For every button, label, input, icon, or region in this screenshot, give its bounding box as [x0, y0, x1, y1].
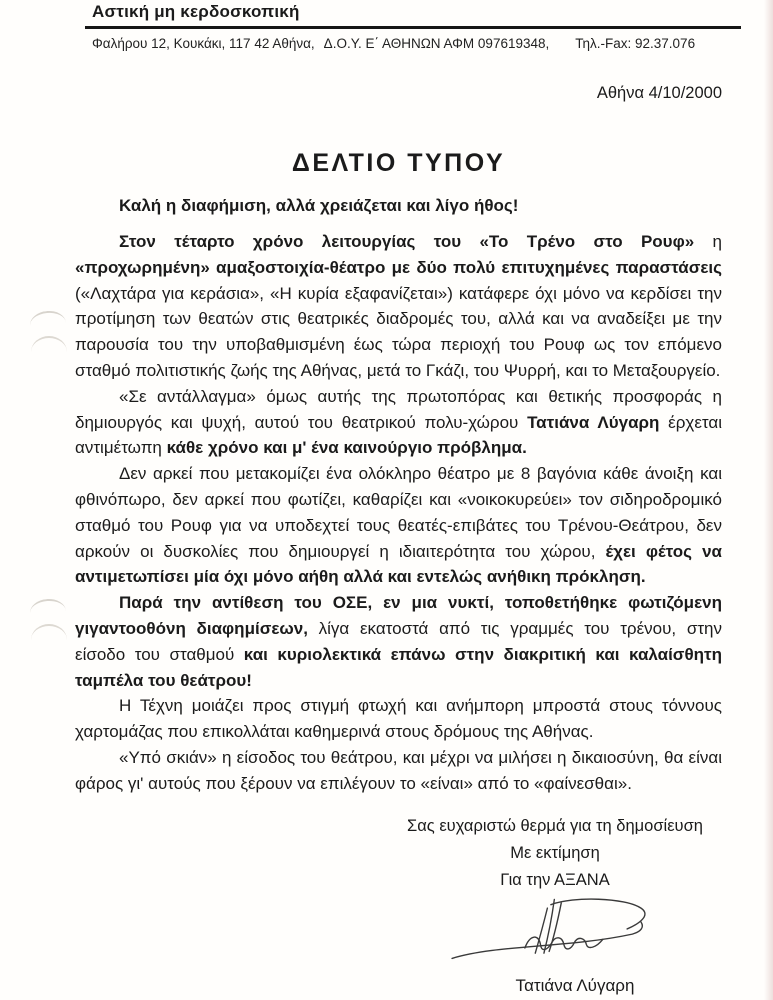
lead-sentence: Καλή η διαφήμιση, αλλά χρειάζεται και λίγο ήθος! — [119, 196, 519, 215]
tax-office-text: Δ.Ο.Υ. Ε΄ ΑΘΗΝΩΝ ΑΦΜ 097619348, — [323, 36, 550, 51]
letterhead-rule — [85, 26, 741, 29]
text-segment: Παρά την αντίθεση του ΟΣΕ, εν μια νυκτί, τοποθετήθηκε φωτιζόμενη γιγαντοοθόνη διαφημίσεων, — [75, 593, 722, 638]
text-segment: έχει φέτος να αντιμετωπίσει μία όχι μόνο αήθη αλλά και εντελώς ανήθικη πρόκληση. — [75, 541, 722, 587]
text-segment: Δεν αρκεί που μετακομίζει ένα ολόκληρο θέατρο με 8 βαγόνια κάθε άνοιξη και φθινόπωρο, δεν αρκεί που φωτίζει, καθαρίζει και «νοικοκυρεύει» τον σιδηροδρομικό σταθμό του Ρουφ για να υποδεχτεί τους θεατές-επιβάτες του Τρένου-Θεάτρου, δεν αρκούν οι δυσκολίες που δημιουργεί η ιδιαιτερότητα του χώρου, — [75, 464, 722, 561]
closing-regards: Με εκτίμηση — [510, 843, 600, 862]
text-segment: και κυριολεκτικά επάνω στην διακριτική και καλαίσθητη ταμπέλα του θεάτρου! — [75, 644, 722, 690]
letterhead — [75, 2, 722, 51]
text-segment: Στον τέταρτο χρόνο λειτουργίας του «Το Τρένο στο Ρουφ» — [119, 232, 695, 251]
text-segment: λίγα εκατοστά από τις γραμμές του τρένου, στην είσοδο του σταθμού — [75, 618, 722, 664]
closing-on-behalf: Για την ΑΞΑΝΑ — [500, 870, 610, 889]
text-segment: έρχεται αντιμέτωπη — [75, 412, 723, 458]
paragraph — [75, 384, 722, 461]
letter-body — [75, 229, 722, 797]
text-segment: «Σε αντάλλαγμα» όμως αυτής της πρωτοπόρας και θετικής προσφοράς η δημιουργός και ψυχή, αυτού του θεατρικού πολυ-χώρου — [75, 386, 722, 432]
closing-block — [390, 813, 720, 894]
text-segment: («Λαχτάρα για κεράσια», «Η κυρία εξαφανίζεται») κατάφερε όχι μόνο να κερδίσει την προτίμηση των θεατών στις θεατρικές διαδρομές του, αλλά και να αναδείξει με την παρουσία του την υποβαθμισμένη έως τώρα περιοχή του Ρουφ ως τον επόμενο σταθμό πολιτιστικής ζωής της Αθήνας, μετά το Γκάζι, του Ψυρρή, και το Μεταξουργείο. — [75, 283, 722, 380]
signature — [405, 896, 695, 974]
date-line: Αθήνα 4/10/2000 — [596, 84, 722, 102]
text-segment: Η Τέχνη μοιάζει προς στιγμή φτωχή και ανήμπορη μπροστά στους τόννους χαρτομάζας που επικολλάται καθημερινά στους δρόμους της Αθήνας. — [75, 696, 722, 742]
paragraph — [75, 229, 722, 384]
text-segment: «Υπό σκιάν» η είσοδος του θεάτρου, και μέχρι να μιλήσει η δικαιοσύνη, θα είναι φάρος γι' αυτούς που ξέρουν να επιλέγουν το «είναι» από το «φαίνεσθαι». — [75, 747, 722, 793]
phone-fax-text: Τηλ.-Fax: 92.37.076 — [575, 36, 696, 51]
paragraph — [75, 590, 722, 693]
paragraph — [75, 693, 722, 745]
punch-mark — [31, 336, 67, 368]
text-segment: η — [694, 232, 722, 251]
text-segment: Τατιάνα Λύγαρη — [527, 412, 660, 432]
address-line — [92, 36, 722, 51]
signature-scrawl-icon — [405, 896, 695, 974]
text-segment: «προχωρημένη» αμαξοστοιχία-θέατρο με δύο πολύ επιτυχημένες παραστάσεις — [75, 257, 722, 277]
press-release-title: ΔΕΛΤΙΟ ΤΥΠΟΥ — [291, 149, 506, 177]
signer-name: Τατιάνα Λύγαρη — [515, 975, 635, 995]
paragraph — [75, 745, 722, 797]
paragraph — [75, 461, 722, 590]
street-address-text: Φαλήρου 12, Κουκάκι, 117 42 Αθήνα, — [92, 36, 315, 51]
punch-mark — [31, 624, 67, 656]
closing-thanks: Σας ευχαριστώ θερμά για τη δημοσίευση — [407, 816, 703, 835]
org-type-label: Αστική μη κερδοσκοπική — [92, 2, 300, 21]
text-segment: κάθε χρόνο και μ' ένα καινούργιο πρόβλημα. — [166, 438, 527, 458]
